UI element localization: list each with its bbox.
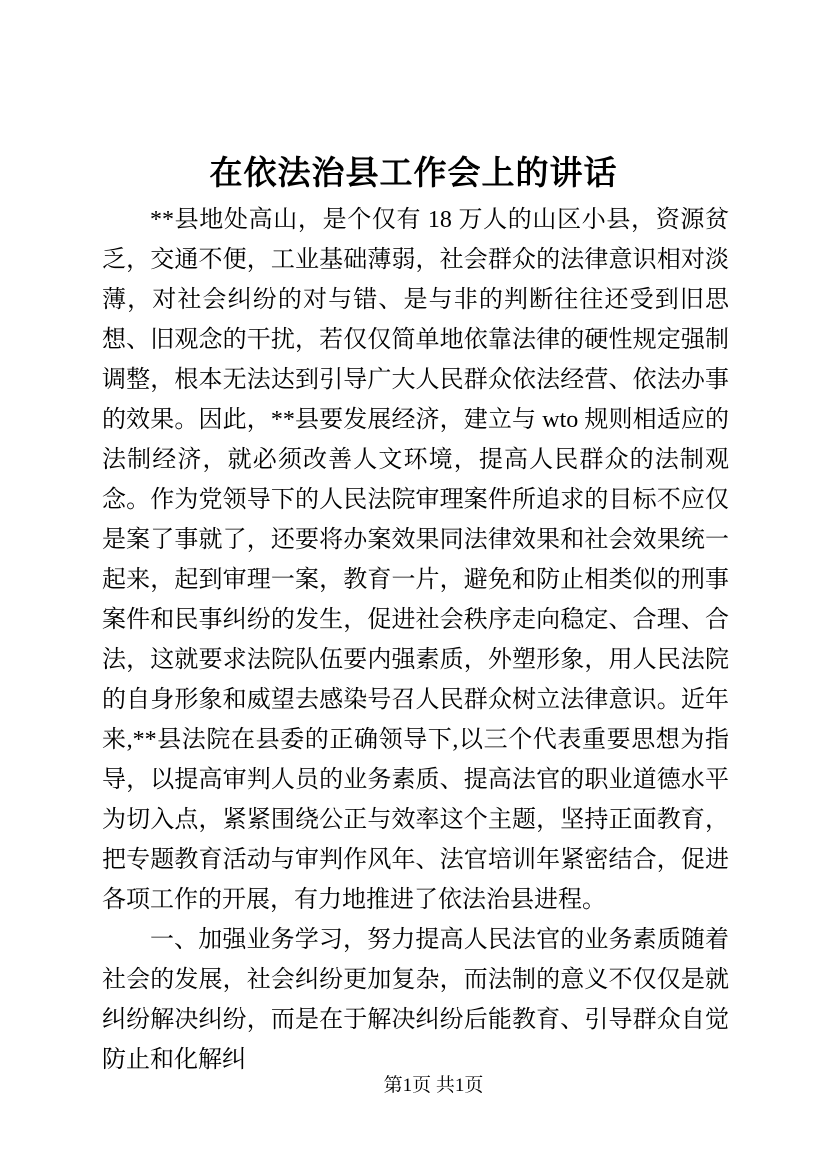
paragraph-section-one: 一、加强业务学习，努力提高人民法官的业务素质随着社会的发展，社会纠纷更加复杂，而法制的意义不仅仅是就纠纷解决纠纷，而是在于解决纠纷后能教育、引导群众自觉防止和化解纠 xyxy=(102,927,729,1073)
document-title: 在依法治县工作会上的讲话 xyxy=(209,156,618,192)
paragraph-intro: **县地处高山，是个仅有 18 万人的山区小县，资源贫乏，交通不便，工业基础薄弱，社会群众的法律意识相对淡薄，对社会纠纷的对与错、是与非的判断往往还受到旧思想、旧观念的干扰，若仅仅简单地依靠法律的硬性规定强制调整，根本无法达到引导广大人民群众依法经营、依法办事的效果。因此，**县要发展经济，建立与 wto 规则相适应的法制经济，就必须改善人文环境，提高人民群众的法制观念。作为党领导下的人民法院审理案件所追求的目标不应仅是案了事就了，还要将办案效果同法律效果和社会效果统一起来，起到审理一案，教育一片，避免和防止相类似的刑事案件和民事纠纷的发生，促进社会秩序走向稳定、合理、合法，这就要求法院队伍要内强素质，外塑形象，用人民法院的自身形象和威望去感染号召人民群众树立法律意识。近年来,**县法院在县委的正确领导下,以三个代表重要思想为指导，以提高审判人员的业务素质、提高法官的职业道德水平为切入点，紧紧围绕公正与效率这个主题，坚持正面教育，把专题教育活动与审判作风年、法官培训年紧密结合，促进各项工作的开展，有力地推进了依法治县进程。 xyxy=(102,207,729,913)
page-number-footer: 第1页 共1页 xyxy=(383,1075,484,1096)
document-body xyxy=(102,200,729,1080)
